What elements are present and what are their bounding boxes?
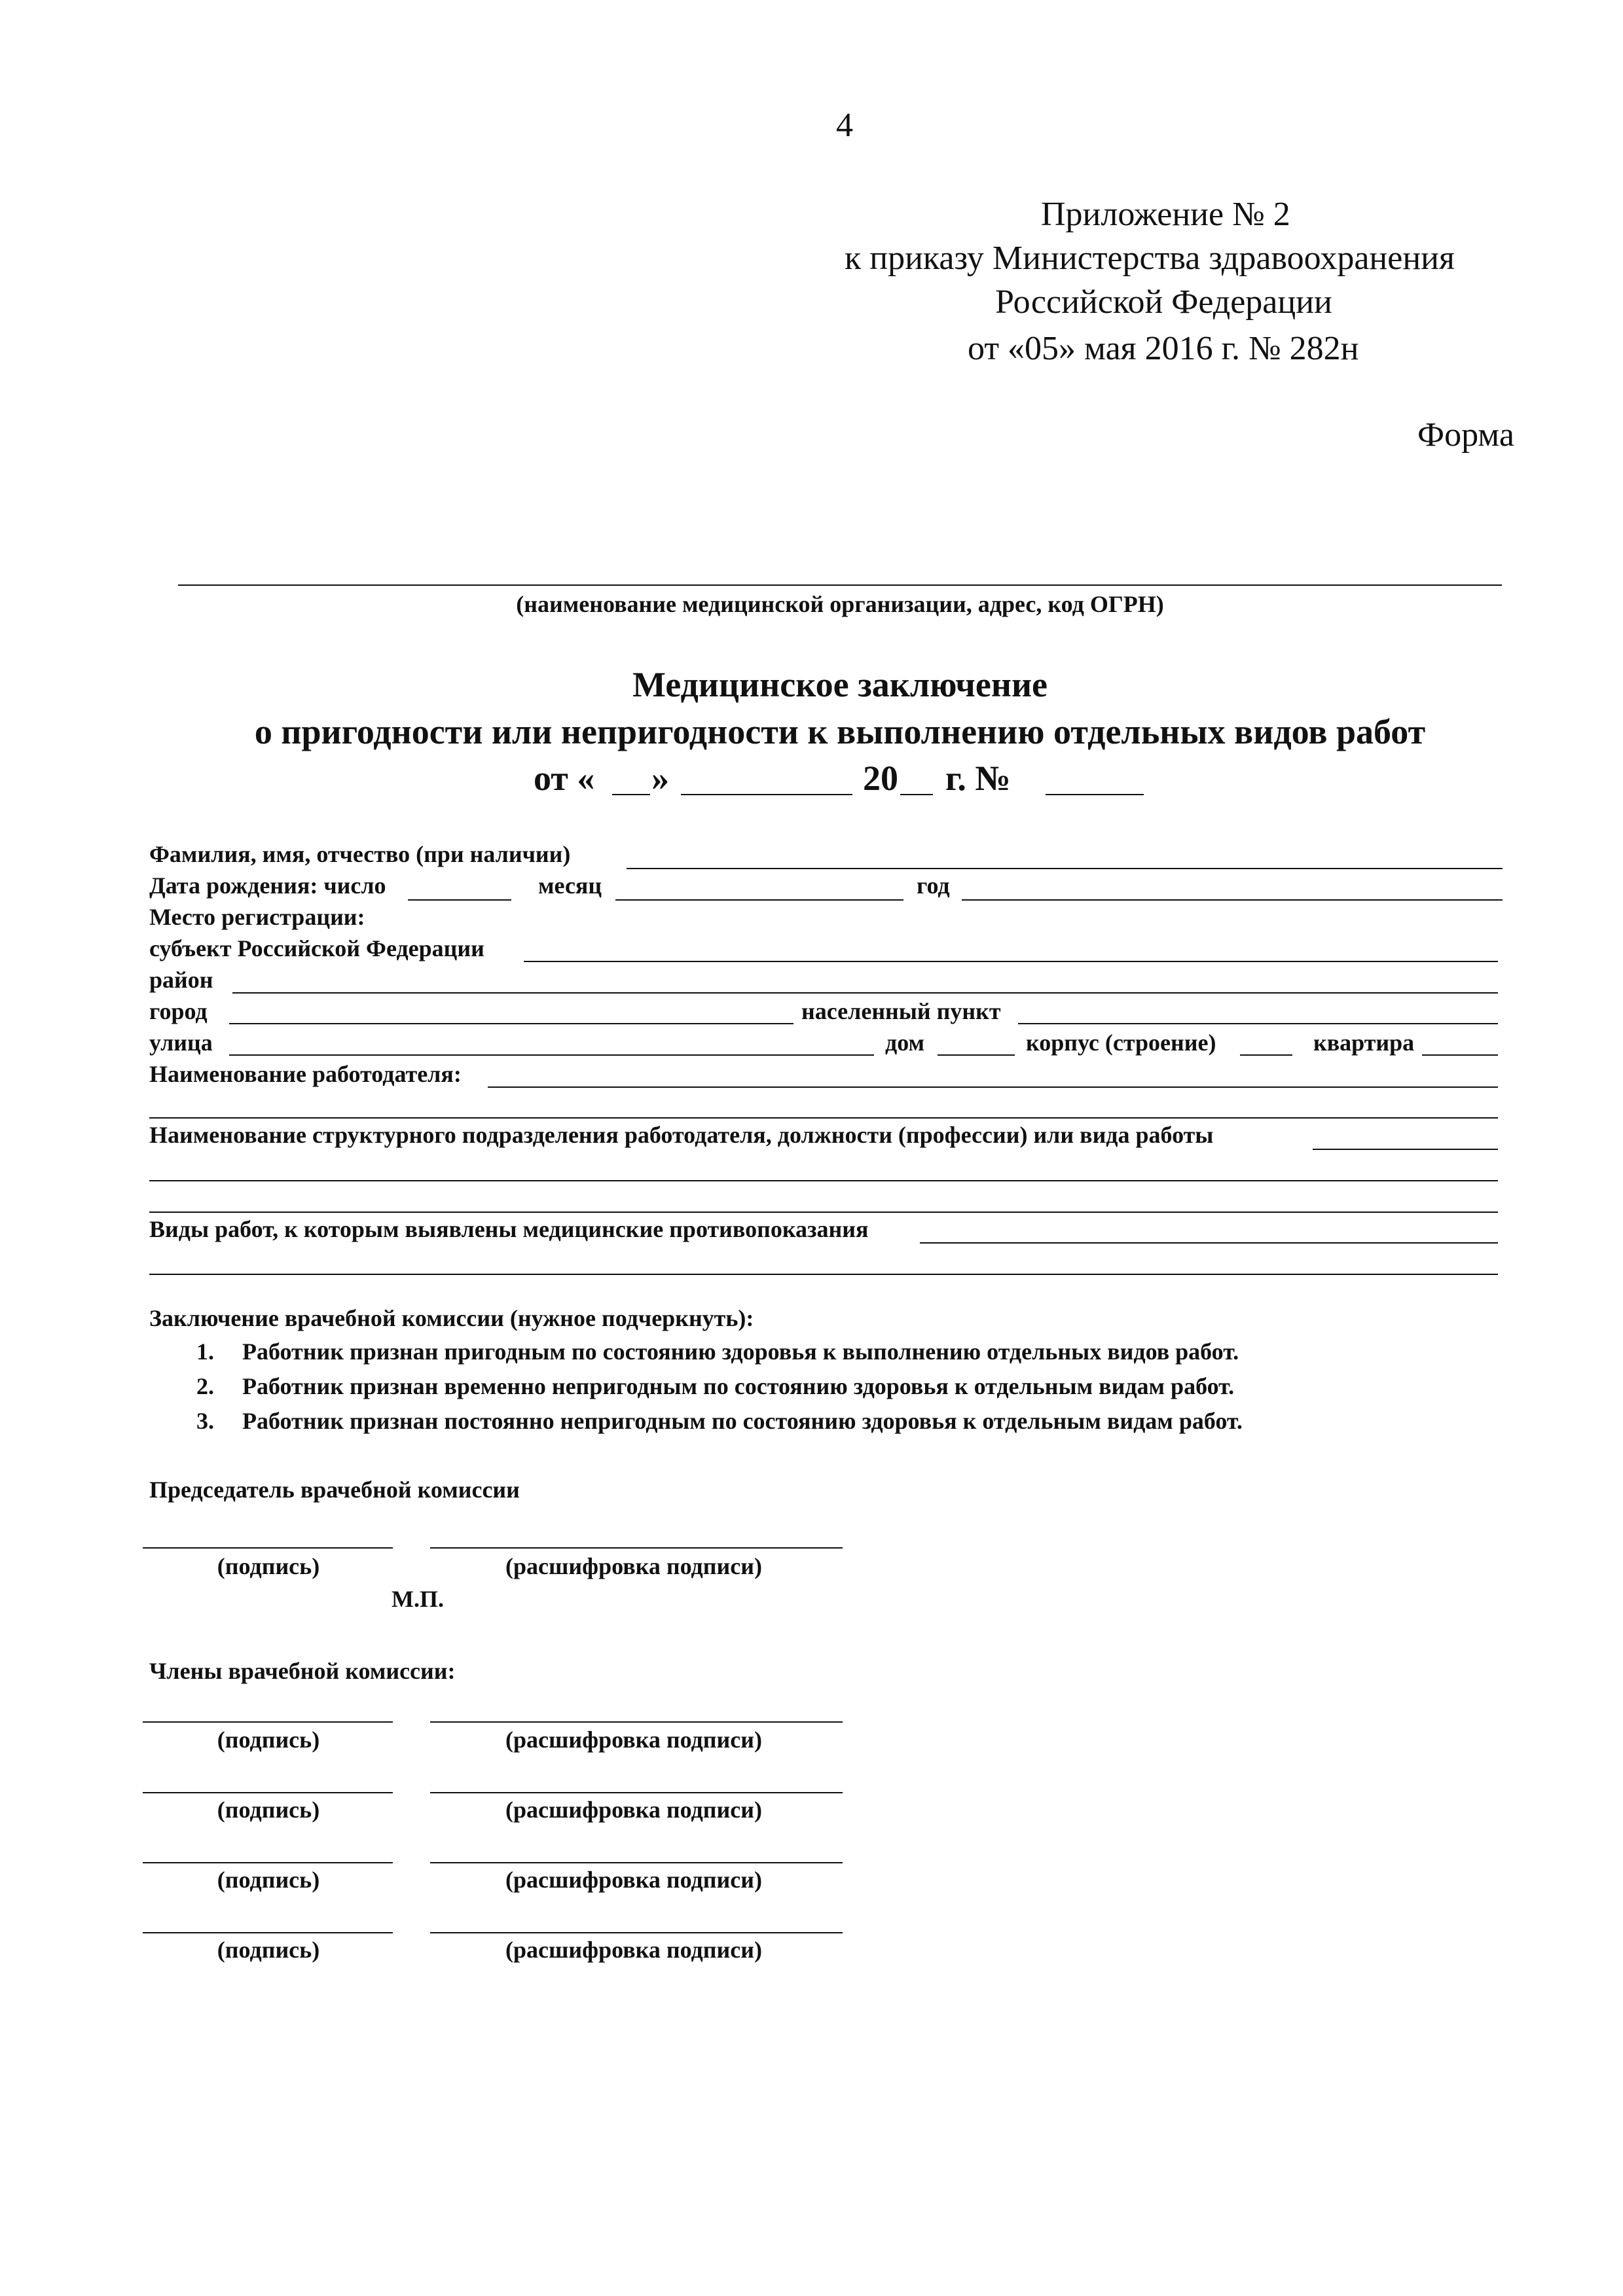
page-number: 4 (836, 107, 853, 144)
building-label: корпус (строение) (1026, 1030, 1216, 1056)
conclusion-option-3[interactable]: Работник признан постоянно непригодным по состоянию здоровья к отдельным видам работ. (242, 1408, 1243, 1434)
doc-subtitle: о пригодности или непригодности к выполнению отдельных видов работ (254, 712, 1426, 751)
member-decoding-field[interactable] (430, 1932, 843, 1933)
member-decoding-caption: (расшифровка подписи) (505, 1727, 762, 1753)
appendix-order: к приказу Министерства здравоохранения (845, 240, 1455, 277)
member-signature-field[interactable] (143, 1721, 393, 1723)
member-decoding-field[interactable] (430, 1862, 843, 1863)
form-label: Форма (1417, 416, 1514, 454)
birth-month-field[interactable] (615, 899, 903, 901)
org-caption: (наименование медицинской организации, адрес, код ОГРН) (516, 591, 1164, 617)
appendix-title: Приложение № 2 (1041, 196, 1290, 233)
year-prefix: 20 (863, 759, 898, 798)
settlement-label: населенный пункт (801, 998, 1001, 1024)
stamp-label: М.П. (392, 1586, 444, 1612)
number-blank (1046, 794, 1144, 795)
employer-field[interactable] (488, 1086, 1498, 1088)
member-signature-caption: (подпись) (217, 1797, 320, 1823)
member-decoding-field[interactable] (430, 1721, 843, 1723)
appendix-date: от «05» мая 2016 г. № 282н (968, 330, 1359, 367)
doc-title: Медицинское заключение (632, 665, 1048, 704)
conclusion-num-2: 2. (196, 1373, 214, 1399)
chairman-signature-caption: (подпись) (217, 1553, 320, 1579)
number-prefix: г. № (945, 759, 1011, 798)
members-heading: Члены врачебной комиссии: (149, 1658, 456, 1684)
conclusion-num-1: 1. (196, 1338, 214, 1365)
street-field[interactable] (229, 1054, 874, 1056)
member-signature-caption: (подпись) (217, 1867, 320, 1893)
registration-label: Место регистрации: (149, 904, 365, 930)
member-decoding-caption: (расшифровка подписи) (505, 1937, 762, 1963)
conclusion-option-1[interactable]: Работник признан пригодным по состоянию здоровья к выполнению отдельных видов работ. (242, 1338, 1239, 1365)
member-signature-caption: (подпись) (217, 1727, 320, 1753)
org-underline (178, 584, 1502, 586)
date-mid: » (651, 759, 669, 798)
apartment-label: квартира (1313, 1030, 1415, 1056)
chairman-decoding-field[interactable] (430, 1547, 843, 1549)
member-decoding-caption: (расшифровка подписи) (505, 1867, 762, 1893)
day-blank (612, 794, 650, 795)
contraindications-field[interactable] (920, 1242, 1498, 1244)
member-signature-field[interactable] (143, 1932, 393, 1933)
year-label: год (917, 872, 950, 899)
birth-date-label: Дата рождения: число (149, 872, 386, 899)
chairman-decoding-caption: (расшифровка подписи) (505, 1553, 762, 1579)
district-label: район (149, 967, 213, 993)
division-label: Наименование структурного подразделения работодателя, должности (профессии) или вида работы (149, 1122, 1214, 1148)
member-signature-field[interactable] (143, 1862, 393, 1863)
city-field[interactable] (229, 1023, 793, 1024)
subject-field[interactable] (524, 961, 1498, 962)
month-label: месяц (538, 872, 602, 899)
employer-label: Наименование работодателя: (149, 1061, 462, 1087)
birth-year-field[interactable] (962, 899, 1503, 901)
contraindications-label: Виды работ, к которым выявлены медицинские противопоказания (149, 1216, 869, 1242)
conclusion-heading: Заключение врачебной комиссии (нужное подчеркнуть): (149, 1305, 754, 1331)
member-signature-caption: (подпись) (217, 1937, 320, 1963)
subject-label: субъект Российской Федерации (149, 935, 484, 961)
month-blank (681, 794, 852, 795)
house-label: дом (885, 1030, 925, 1056)
city-label: город (149, 998, 208, 1024)
birth-day-field[interactable] (408, 899, 511, 901)
division-field-3[interactable] (149, 1211, 1498, 1213)
appendix-country: Российской Федерации (995, 283, 1332, 321)
conclusion-num-3: 3. (196, 1408, 214, 1434)
settlement-field[interactable] (1018, 1023, 1498, 1024)
street-label: улица (149, 1030, 213, 1056)
year-blank (900, 794, 933, 795)
member-decoding-caption: (расшифровка подписи) (505, 1797, 762, 1823)
member-signature-field[interactable] (143, 1792, 393, 1793)
contraindications-field-2[interactable] (149, 1274, 1498, 1275)
fio-label: Фамилия, имя, отчество (при наличии) (149, 841, 571, 867)
member-decoding-field[interactable] (430, 1792, 843, 1793)
conclusion-option-2[interactable]: Работник признан временно непригодным по состоянию здоровья к отдельным видам работ. (242, 1373, 1235, 1399)
fio-field[interactable] (627, 868, 1503, 869)
chairman-heading: Председатель врачебной комиссии (149, 1477, 520, 1503)
division-field-2[interactable] (149, 1180, 1498, 1181)
employer-field-2[interactable] (149, 1117, 1498, 1119)
date-prefix: от « (534, 759, 595, 798)
district-field[interactable] (232, 992, 1498, 994)
division-field[interactable] (1313, 1149, 1498, 1150)
building-field[interactable] (1240, 1054, 1292, 1056)
house-field[interactable] (938, 1054, 1015, 1056)
apartment-field[interactable] (1422, 1054, 1498, 1056)
chairman-signature-field[interactable] (143, 1547, 393, 1549)
